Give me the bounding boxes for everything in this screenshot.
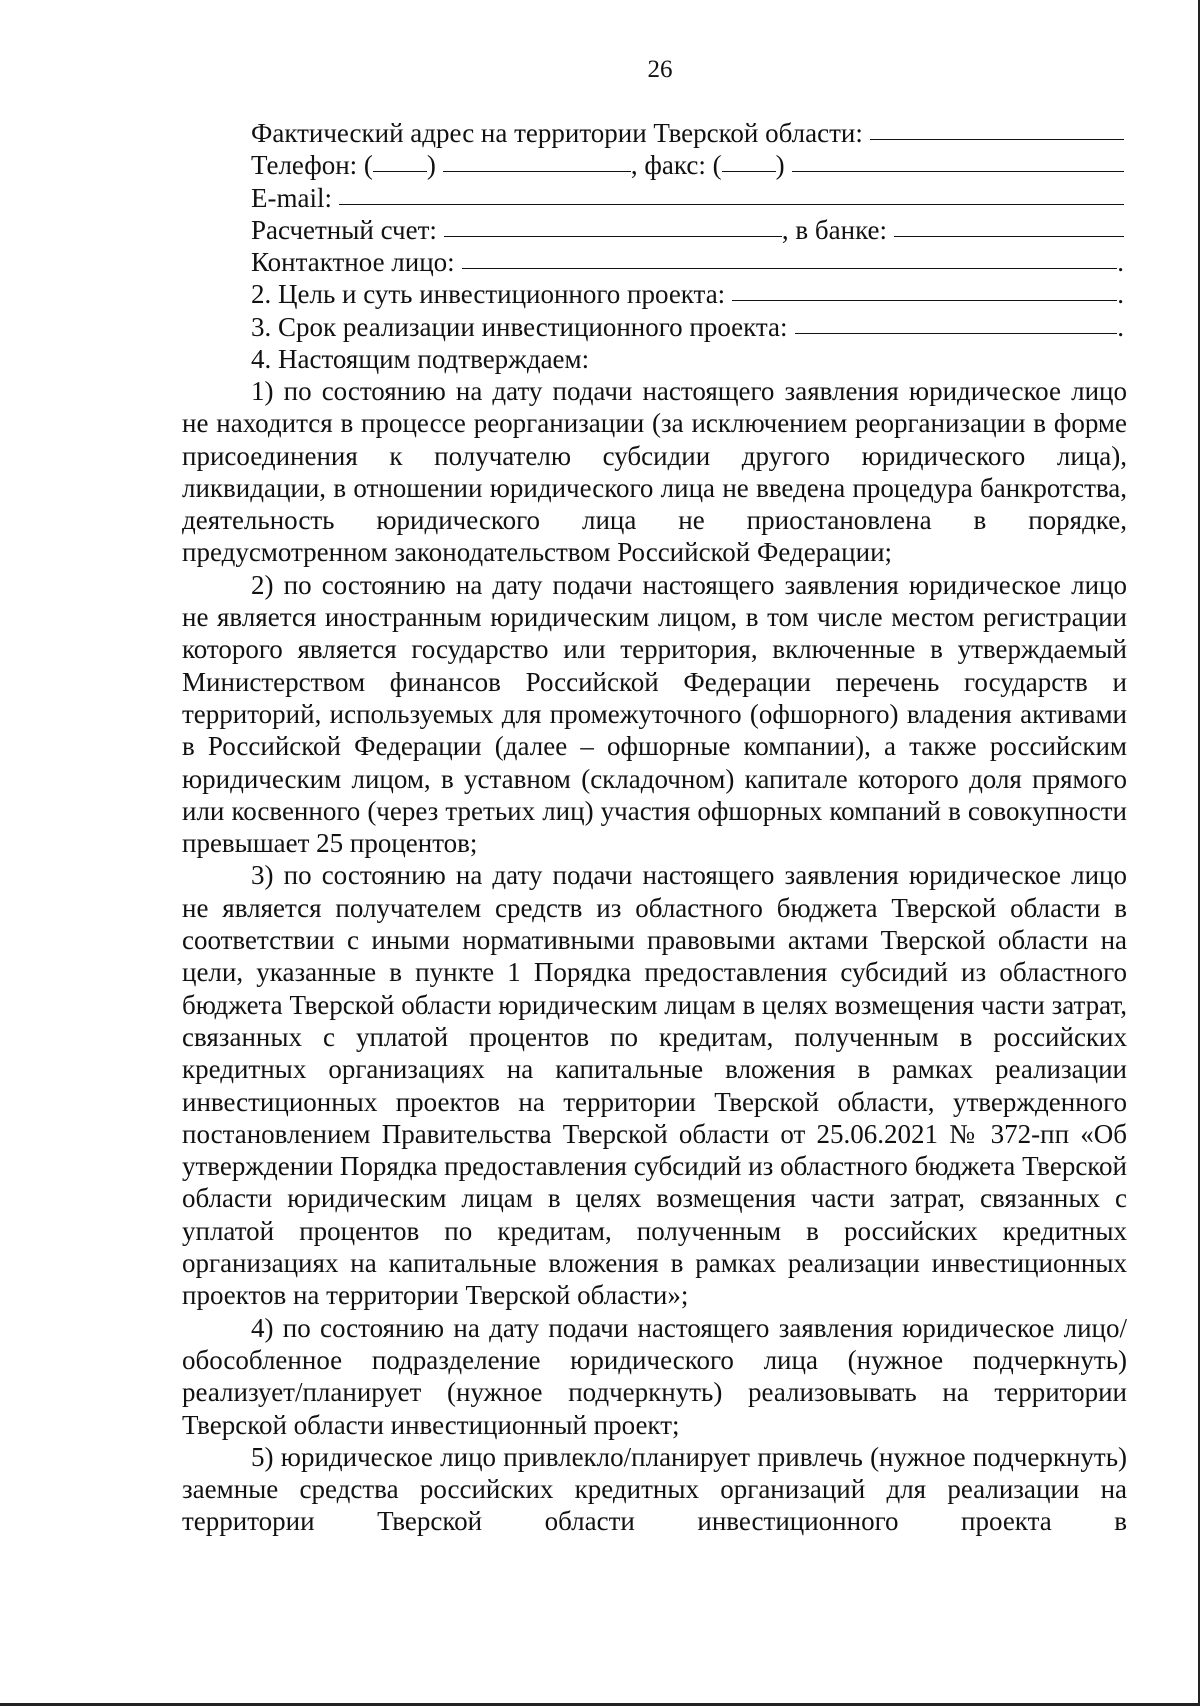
email-label: E-mail: [251,182,332,213]
address-label: Фактический адрес на территории Тверской области: [251,118,863,148]
contact-blank [462,268,1118,269]
project-term-blank [795,333,1118,334]
phone-fax-line [251,149,1124,181]
paragraph-1: 1) по состоянию на дату подачи настоящего заявления юридическое лицо не находится в процессе реорганизации (за исключением реорганизации в форме присоединения к получателю субсидии другого юридического лица), ликвидации, в отношении юридического лица не введена процедура банкротства, деятельность юридического лица не приостановлена в порядке, предусмотренном законодательством Российской Федерации; [182,376,1127,568]
paragraph-2: 2) по состоянию на дату подачи настоящего заявления юридическое лицо не является иностранным юридическим лицом, в том числе местом регистрации которого является государство или территория, включенные в утверждаемый Министерством финансов Российской Федерации перечень государств и территорий, используемых для промежуточного (офшорного) владения активами в Российской Федерации (далее – офшорные компании), а также российским юридическим лицом, в уставном (складочном) капитале которого доля прямого или косвенного (через третьих лиц) участия офшорных компаний в совокупности превышает 25 процентов; [182,569,1127,859]
account-blank [444,236,782,237]
contact-line [251,246,1124,278]
phone-code-close: ) [426,150,436,181]
confirmation-paragraphs [182,375,1127,1538]
confirmation-heading: 4. Настоящим подтверждаем: [251,344,590,375]
email-blank [339,204,1124,205]
email-line [251,182,1124,214]
project-goal-blank [732,300,1117,301]
project-term-line [251,311,1124,343]
account-label: Расчетный счет: [251,214,437,245]
bank-label: , в банке: [781,214,888,245]
contact-label: Контактное лицо: [251,247,455,278]
project-term-label: 3. Срок реализации инвестиционного проекта: [251,311,788,342]
phone-code-blank [373,171,427,172]
fax-code-close: ) [775,150,785,181]
page-number: 26 [647,56,673,83]
project-goal-end: . [1117,279,1124,310]
fax-number-blank [792,171,1124,172]
address-blank [870,139,1124,140]
project-goal-line [251,278,1124,310]
fax-label: , факс: ( [630,150,722,181]
paragraph-3: 3) по состоянию на дату подачи настоящего заявления юридическое лицо не является получателем средств из областного бюджета Тверской области в соответствии с иными нормативными правовыми актами Тверской области на цели, указанные в пункте 1 Порядка предоставления субсидий из областного бюджета Тверской области юридическим лицам в целях возмещения части затрат, связанных с уплатой процентов по кредитам, полученным в российских кредитных организациях на капитальные вложения в рамках реализации инвестиционных проектов на территории Тверской области, утвержденного постановлением Правительства Тверской области от 25.06.2021 № 372-пп «Об утверждении Порядка предоставления субсидий из областного бюджета Тверской области юридическим лицам в целях возмещения части затрат, связанных с уплатой процентов по кредитам, полученным в российских кредитных организациях на капитальные вложения в рамках реализации инвестиционных проектов на территории Тверской области»; [182,860,1127,1311]
project-goal-label: 2. Цель и суть инвестиционного проекта: [251,279,726,310]
paragraph-5: 5) юридическое лицо привлекло/планирует привлечь (нужное подчеркнуть) заемные средства российских кредитных организаций для реализации на территории Тверской области инвестиционного проекта в [182,1441,1127,1537]
project-term-end: . [1117,311,1124,342]
fax-code-blank [722,171,776,172]
application-form-fields [251,117,1124,375]
bank-blank [894,236,1124,237]
phone-number-blank [443,171,631,172]
contact-end: . [1117,247,1124,278]
phone-label: Телефон: ( [251,150,373,181]
confirmation-heading-line [251,343,1124,375]
paragraph-4: 4) по состоянию на дату подачи настоящего заявления юридическое лицо/обособленное подразделение юридического лица (нужное подчеркнуть) реализует/планирует (нужное подчеркнуть) реализовывать на территории Тверской области инвестиционный проект; [182,1312,1127,1440]
address-line [251,117,1124,149]
account-bank-line [251,214,1124,246]
